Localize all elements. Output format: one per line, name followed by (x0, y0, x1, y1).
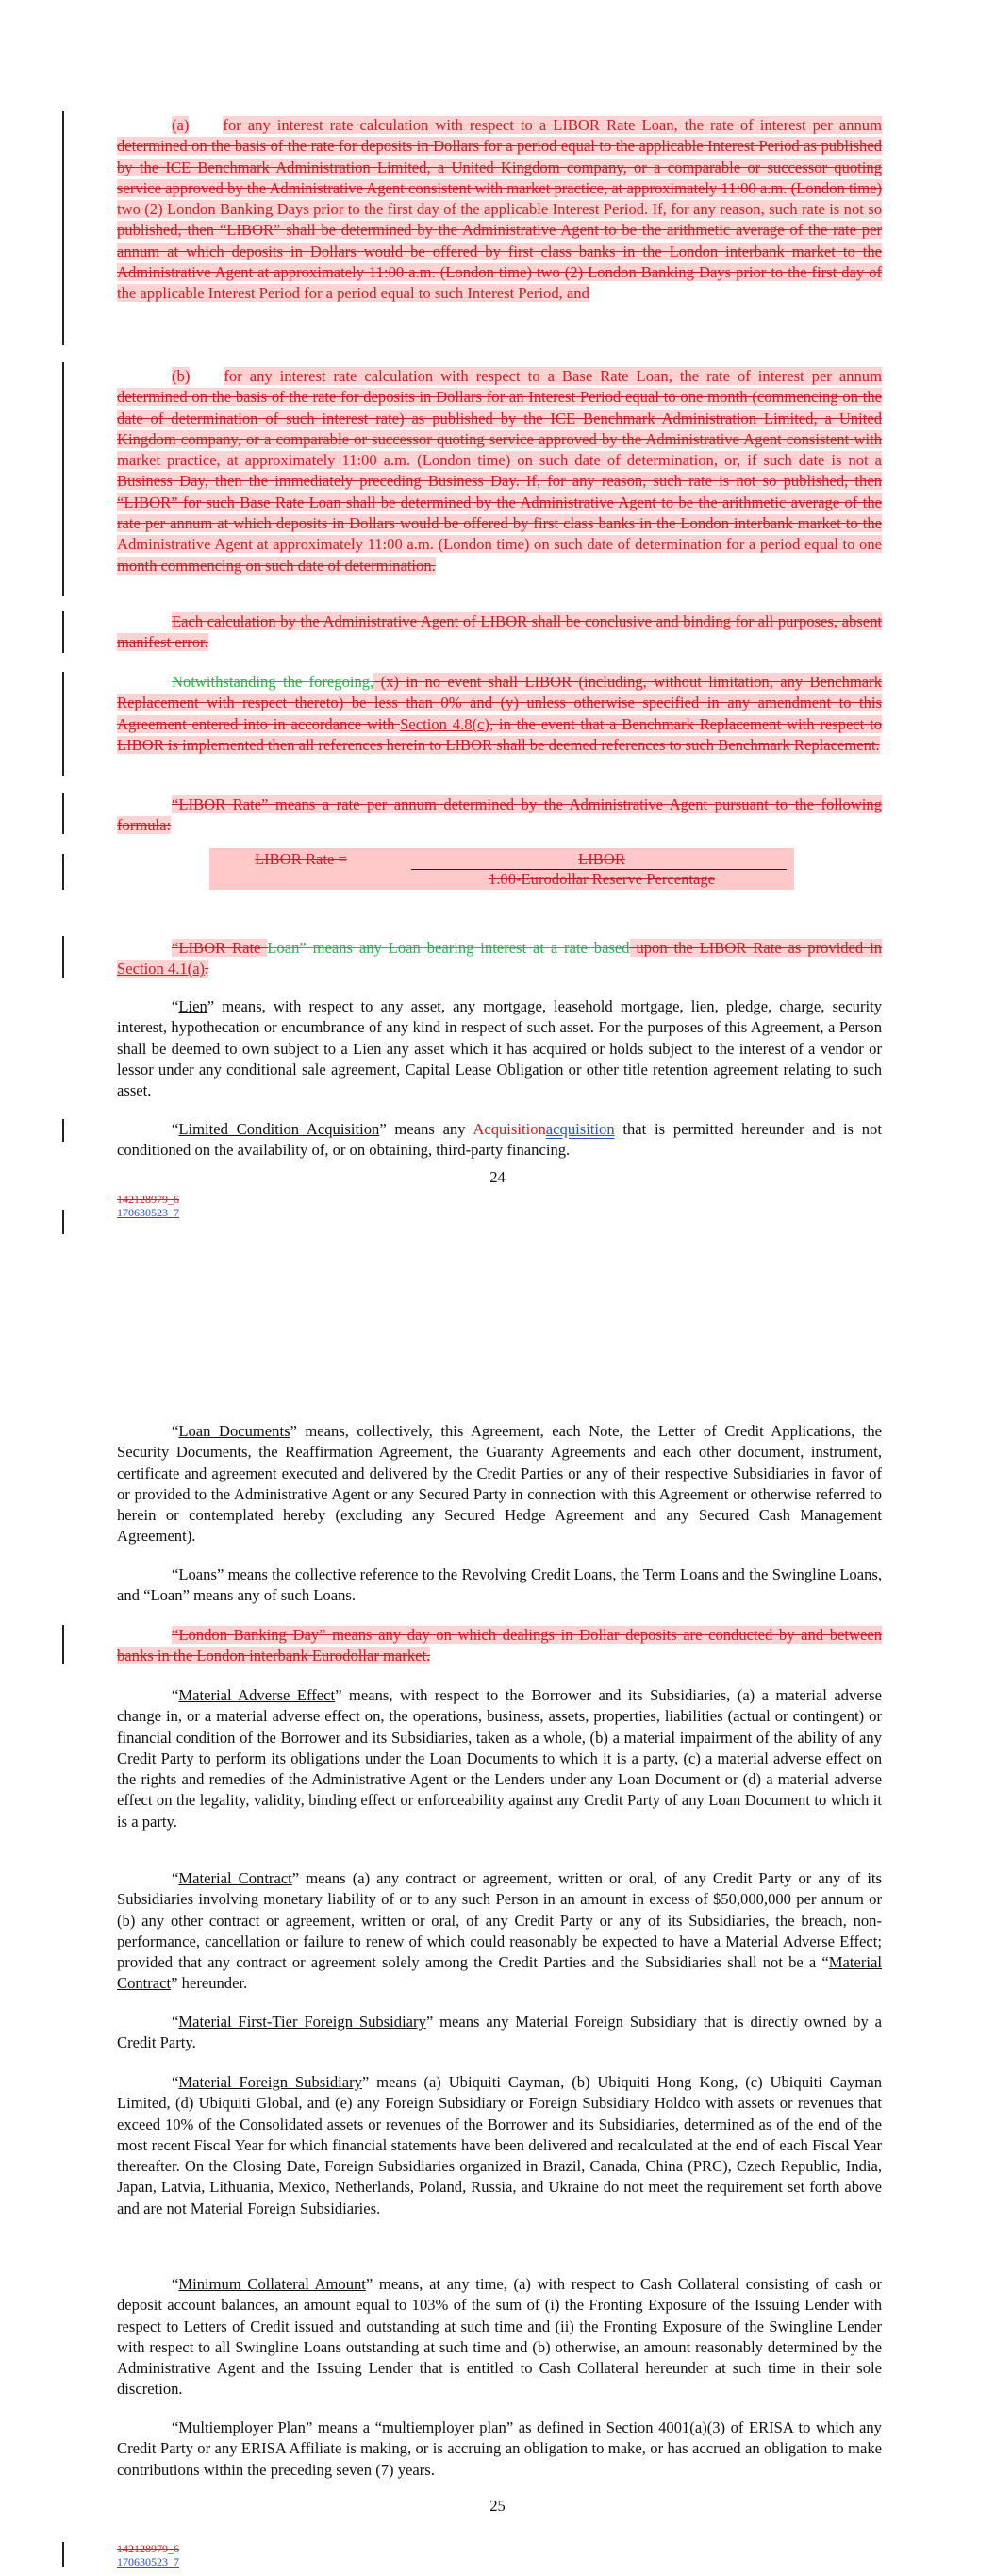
lien-term: Lien (178, 997, 207, 1015)
libor-rate-definition (117, 795, 882, 837)
limited-condition-acquisition-definition: “Limited Condition Acquisition” means any Acquisitionacquisition that is permitted hereunder and is not conditioned on the availability of, or on obtaining, third-party financing. (117, 1120, 882, 1160)
mfs-text: ” means (a) Ubiquiti Cayman, (b) Ubiquiti Hong Kong, (c) Ubiquiti Cayman Limited, (d) Ubiquiti Global, and (e) any Foreign Subsidiary or Foreign Subsidiary Holdco with assets or revenues that exceed 10% of the Consolidated assets or revenues of the Borrower and its Subsidiaries, determined as of the end of the most recent Fiscal Year for which financial statements have been delivered and recalculated at the end of each Fiscal Year thereafter. On the Closing Date, Foreign Subsidiaries organized in Brazil, Canada, China (PRC), Czech Republic, India, Japan, Latvia, Lithuania, Mexico, Netherlands, Poland, Russia, and Ukraine do not meet the requirement set forth above and are not Material Foreign Subsidiaries. (117, 2073, 882, 2217)
libor-rate-formula (209, 848, 794, 890)
material-adverse-effect-definition: “Material Adverse Effect” means, with respect to the Borrower and its Subsidiaries, (a) a material adverse change in, or a material adverse effect on, the operations, business, assets, properties, liabilities (actual or contingent) or financial condition of the Borrower and its Subsidiaries, taken as a whole, (b) a material impairment of the ability of any Credit Party to perform its obligations under the Loan Documents to which it is a party, (c) a material adverse effect on the rights and remedies of the Administrative Agent or the Lenders under any Loan Document or (d) a material adverse effect on the legality, validity, binding effect or enforceability against any Credit Party of any Loan Document to which it is a party. (117, 1686, 882, 1831)
lca-deleted-word: Acquisition (473, 1120, 546, 1138)
london-banking-day-text: “London Banking Day” means any day on which dealings in Dollar deposits are conducted by and between banks in the London interbank Eurodollar market. (117, 1626, 882, 1665)
london-banking-day-definition (117, 1625, 882, 1667)
change-bar (62, 854, 64, 890)
minimum-collateral-amount-definition: “Minimum Collateral Amount” means, at any time, (a) with respect to Cash Collateral consisting of cash or deposit account balances, an amount equal to 103% of the sum of (i) the Fronting Exposure of the Issuing Lender with respect to Letters of Credit issued and outstanding at such time and (ii) the Fronting Exposure of the Swingline Lender with respect to all Swingline Loans outstanding at such time and (b) otherwise, an amount reasonably determined by the Administrative Agent and the Issuing Lender that is entitled to Cash Collateral hereunder at such time in their sole discretion. (117, 2275, 882, 2399)
loan-documents-definition: “Loan Documents” means, collectively, this Agreement, each Note, the Letter of Credit Applications, the Security Documents, the Reaffirmation Agreement, the Guaranty Agreements and each other document, instrument, certificate and agreement executed and delivered by the Credit Parties or any of their respective Subsidiaries in favor of or provided to the Administrative Agent or any Secured Party in connection with this Agreement or otherwise referred to herein or contemplated hereby (excluding any Secured Hedge Agreement and any Secured Cash Management Agreement). (117, 1422, 882, 1546)
loans-text: ” means the collective reference to the Revolving Credit Loans, the Term Loans and the Swingline Loans, and “Loan” means any of such Loans. (117, 1565, 882, 1605)
libor-loan-red-3: . (205, 960, 209, 979)
mc-term: Material Contract (178, 1869, 292, 1887)
change-bar (62, 793, 64, 834)
notwithstanding-red-text-2: , in the event that a Benchmark Replacement with respect to LIBOR is implemented then all references herein to LIBOR shall be deemed references to such Benchmark Replacement. (117, 714, 882, 754)
mca-term: Minimum Collateral Amount (178, 2275, 366, 2293)
footer-old-docid: 142128979_6 (117, 2542, 179, 2555)
libor-loan-green: Loan” means any Loan bearing interest at a rate based (267, 939, 630, 957)
section-4-8c-reference: Section 4.8(c) (400, 714, 489, 733)
loan-documents-term: Loan Documents (178, 1422, 290, 1440)
each-calculation-paragraph (117, 611, 882, 654)
clause-b-text: for any interest rate calculation with respect to a Base Rate Loan, the rate of interest per annum determined on the basis of the rate for deposits in Dollars for an Interest Period equal to one month (commencing on the date of determination of such interest rate) as published by the ICE Benchmark Administration Limited, a United Kingdom company, or a comparable or successor quoting service approved by the Administrative Agent consistent with market practice, at approximately 11:00 a.m. (London time) on such date of determination, or, if such date is not a Business Day, then the immediately preceding Business Day. If, for any reason, such rate is not so published, then “LIBOR” for such Base Rate Loan shall be determined by the Administrative Agent to be the arithmetic average of the rate per annum at which deposits in Dollars would be offered by first class banks in the London interbank market to the Administrative Agent at approximately 11:00 a.m. (London time) on such date of determination for a period equal to one month commencing on such date of determination. (117, 367, 882, 575)
material-contract-definition: “Material Contract” means (a) any contract or agreement, written or oral, of any Credit Party or any of its Subsidiaries involving monetary liability of or to any such Person in an amount in excess of $50,000,000 per annum or (b) any other contract or agreement, written or oral, of any Credit Party or any of its Subsidiaries, the breach, non-performance, cancellation or failure to renew of which could reasonably be expected to have a Material Adverse Effect; provided that any contract or agreement solely among the Credit Parties and the Subsidiaries shall not be a “Material Contract” hereunder. (117, 1869, 882, 1993)
material-first-tier-foreign-subsidiary-definition: “Material First-Tier Foreign Subsidiary” means any Material Foreign Subsidiary that is directly owned by a Credit Party. (117, 2013, 882, 2052)
lca-inserted-word: acquisition (545, 1120, 615, 1138)
lien-definition: “Lien” means, with respect to any asset, any mortgage, leasehold mortgage, lien, pledge, charge, security interest, hypothecation or encumbrance of any kind in respect of such asset. For the purposes of this Agreement, a Person shall be deemed to own subject to a Lien any asset which it has acquired or holds subject to the interest of a vendor or lessor under any conditional sale agreement, Capital Lease Obligation or other title retention agreement relating to such asset. (117, 997, 882, 1100)
change-bar (62, 111, 64, 345)
libor-loan-red-1: “LIBOR Rate (172, 939, 268, 957)
libor-loan-red-2: upon the LIBOR Rate as provided in (629, 939, 882, 957)
libor-rate-loan-definition (117, 938, 882, 980)
footer-new-docid: 170630523_7 (117, 2555, 179, 2568)
lca-term: Limited Condition Acquisition (178, 1120, 380, 1138)
loans-term: Loans (178, 1565, 217, 1583)
libor-definition-clause-b (117, 366, 882, 577)
document-footer (117, 1193, 179, 1219)
mp-term: Multiemployer Plan (178, 2418, 306, 2436)
notwithstanding-green-text: Notwithstanding the foregoing, (172, 673, 374, 691)
mae-text: ” means, with respect to the Borrower and its Subsidiaries, (a) a material adverse change in, or a material adverse effect on, the operations, business, assets, properties, liabilities (actual or contingent) or financial condition of the Borrower and its Subsidiaries, taken as a whole, (b) a material impairment of the ability of any Credit Party to perform its obligations under the Loan Documents to which it is a party, (c) a material adverse effect on the rights and remedies of the Administrative Agent or the Lenders under any Loan Document or (d) a material adverse effect on the legality, validity, binding effect or enforceability against any Credit Party of any Loan Document to which it is a party. (117, 1686, 882, 1831)
change-bar (62, 362, 64, 596)
formula-numerator: LIBOR (578, 850, 625, 868)
clause-a-text: for any interest rate calculation with respect to a LIBOR Rate Loan, the rate of interest per annum determined on the basis of the rate for deposits in Dollars for a period equal to the applicable Interest Period as published by the ICE Benchmark Administration Limited, a United Kingdom company, or a comparable or successor quoting service approved by the Administrative Agent consistent with market practice, at approximately 11:00 a.m. (London time) two (2) London Banking Days prior to the first day of the applicable Interest Period. If, for any reason, such rate is not so published, then “LIBOR” shall be determined by the Administrative Agent to be the arithmetic average of the rate per annum at which deposits in Dollars would be offered by first class banks in the London interbank market to the Administrative Agent at approximately 11:00 a.m. (London time) two (2) London Banking Days prior to the first day of the applicable Interest Period for a period equal to such Interest Period, and (117, 116, 882, 303)
notwithstanding-paragraph (117, 672, 882, 756)
mp-text: ” means a “multiemployer plan” as defined in Section 4001(a)(3) of ERISA to which any Credit Party or any ERISA Affiliate is making, or is accruing an obligation to make, or has accrued an obligation to make contributions within the preceding seven (7) years. (117, 2418, 882, 2479)
change-bar (62, 1625, 64, 1664)
mfs-term: Material Foreign Subsidiary (178, 2073, 362, 2091)
change-bar (62, 1210, 64, 1234)
change-bar (62, 2542, 64, 2567)
formula-denominator: 1.00-Eurodollar Reserve Percentage (488, 870, 716, 888)
mftfs-text: ” means any Material Foreign Subsidiary that is directly owned by a Credit Party. (117, 2013, 882, 2052)
section-4-1a-reference: Section 4.1(a) (117, 960, 206, 979)
mc-text: ” means (a) any contract or agreement, written or oral, of any Credit Party or any of its Subsidiaries involving monetary liability of or to any such Person in an amount in excess of $50,000,000 per annum or (b) any other contract or agreement, written or oral, of any Credit Party or any of its Subsidiaries, the breach, non-performance, cancellation or failure to renew of which could reasonably be expected to have a Material Adverse Effect; provided that any contract or agreement solely among the Credit Parties and the Subsidiaries shall not be a “ (117, 1869, 882, 1972)
mc-term-repeat: Material Contract (117, 1953, 882, 1993)
material-foreign-subsidiary-definition: “Material Foreign Subsidiary” means (a) Ubiquiti Cayman, (b) Ubiquiti Hong Kong, (c) Ubiquiti Cayman Limited, (d) Ubiquiti Global, and (e) any Foreign Subsidiary or Foreign Subsidiary Holdco with assets or revenues that exceed 10% of the Consolidated assets or revenues of the Borrower and its Subsidiaries, determined as of the end of the most recent Fiscal Year for which financial statements have been delivered and recalculated at the end of each Fiscal Year thereafter. On the Closing Date, Foreign Subsidiaries organized in Brazil, Canada, China (PRC), Czech Republic, India, Japan, Latvia, Lithuania, Mexico, Netherlands, Poland, Russia, and Ukraine do not meet the requirement set forth above and are not Material Foreign Subsidiaries. (117, 2073, 882, 2217)
change-bar (62, 1119, 64, 1142)
page-number: 25 (489, 2497, 506, 2515)
mae-term: Material Adverse Effect (178, 1686, 336, 1704)
page-number: 24 (489, 1168, 506, 1186)
loan-documents-text: ” means, collectively, this Agreement, each Note, the Letter of Credit Applications, the Security Documents, the Reaffirmation Agreement, the Guaranty Agreements and each other document, instrument, certificate and agreement executed and delivered by the Credit Parties or any of their respective Subsidiaries in favor of or provided to the Administrative Agent or any Secured Party in connection with this Agreement or otherwise referred to herein or contemplated hereby (excluding any Secured Hedge Agreement and any Secured Cash Management Agreement). (117, 1422, 882, 1546)
mftfs-term: Material First-Tier Foreign Subsidiary (178, 2013, 426, 2031)
each-calculation-text: Each calculation by the Administrative Agent of LIBOR shall be conclusive and binding for all purposes, absent manifest error. (117, 612, 882, 652)
formula-lhs: LIBOR Rate = (255, 850, 347, 868)
clause-a-label: (a) (172, 116, 190, 134)
notwithstanding-red-text-1: (x) in no event shall LIBOR (including, without limitation, any Benchmark Replacement with respect thereto) be less than 0% and (y) unless otherwise specified in any amendment to this Agreement entered into in accordance with (117, 673, 882, 733)
change-bar (62, 672, 64, 776)
change-bar (62, 936, 64, 978)
libor-definition-clause-a (117, 115, 882, 305)
change-bar (62, 611, 64, 653)
loans-definition: “Loans” means the collective reference to the Revolving Credit Loans, the Term Loans and the Swingline Loans, and “Loan” means any of such Loans. (117, 1565, 882, 1605)
libor-rate-definition-text: “LIBOR Rate” means a rate per annum determined by the Administrative Agent pursuant to the following formula: (117, 795, 882, 835)
clause-b-label: (b) (172, 367, 191, 385)
lien-text: ” means, with respect to any asset, any mortgage, leasehold mortgage, lien, pledge, charge, security interest, hypothecation or encumbrance of any kind in respect of such asset. For the purposes of this Agreement, a Person shall be deemed to own subject to a Lien any asset which it has acquired or holds subject to the interest of a vendor or lessor under any conditional sale agreement, Capital Lease Obligation or other title retention agreement relating to such asset. (117, 997, 882, 1100)
lca-text: that is permitted hereunder and is not conditioned on the availability of, or on obtaining, third-party financing. (117, 1120, 882, 1160)
multiemployer-plan-definition: “Multiemployer Plan” means a “multiemployer plan” as defined in Section 4001(a)(3) of ERISA to which any Credit Party or any ERISA Affiliate is making, or is accruing an obligation to make, or has accrued an obligation to make contributions within the preceding seven (7) years. (117, 2418, 882, 2479)
mca-text: ” means, at any time, (a) with respect to Cash Collateral consisting of cash or deposit account balances, an amount equal to 103% of the sum of (i) the Fronting Exposure of the Issuing Lender with respect to Letters of Credit issued and outstanding at such time and (ii) the Fronting Exposure of the Swingline Lender with respect to all Swingline Loans outstanding at such time and (b) otherwise, an amount reasonably determined by the Administrative Agent and the Issuing Lender that is entitled to Cash Collateral hereunder at such time in their sole discretion. (117, 2275, 882, 2399)
footer-new-docid: 170630523_7 (117, 1206, 179, 1219)
document-footer (117, 2542, 179, 2568)
footer-old-docid: 142128979_6 (117, 1193, 179, 1206)
